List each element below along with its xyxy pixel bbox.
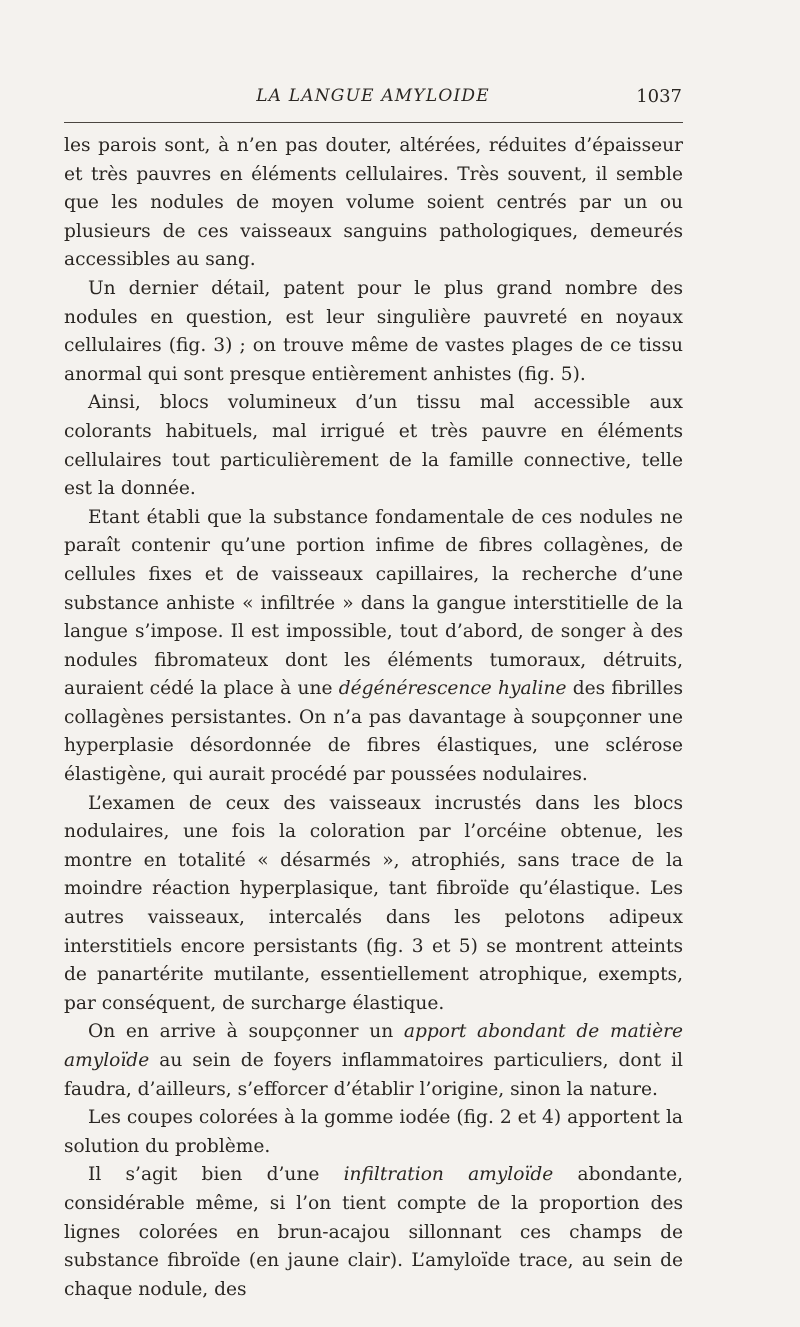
text-span: des fibrilles collagènes persistantes. On n’a pas davantage à soupçonner une hyperplasie désordonnée de fibres élastiques, une sclérose élastigène, qui aurait procédé par poussées nodulaires. [64, 678, 683, 786]
text-span: abondante, considérable même, si l’on tient compte de la proportion des lignes colorées en brun-acajou sillonnant ces champs de substance fibroïde (en jaune clair). L’amyloïde trace, au sein de chaque nodule, des [64, 1164, 684, 1300]
paragraph [64, 132, 683, 275]
page-header [64, 86, 682, 110]
text-span: L’examen de ceux des vaisseaux incrustés dans les blocs nodulaires, une fois la coloration par l’orcéine obtenue, les montre en totalité « désarmés », atrophiés, sans trace de la moindre réaction hyperplasique, tant fibroïde qu’élastique. Les autres vaisseaux, intercalés dans les pelotons adipeux interstitiels encore persistants (fig. 3 et 5) se montrent atteints de panartérite mutilante, essentiellement atrophique, exempts, par conséquent, de surcharge élastique. [64, 792, 683, 1014]
text-span: Il s’agit bien d’une [88, 1164, 344, 1186]
paragraph [64, 504, 683, 790]
text-span: Les coupes colorées à la gomme iodée (fig. 2 et 4) apportent la solution du problème. [64, 1107, 683, 1157]
text-span: Etant établi que la substance fondamentale de ces nodules ne paraît contenir qu’une portion infime de fibres collagènes, de cellules fixes et de vaisseaux capillaires, la recherche d’une substance anhiste « infiltrée » dans la gangue interstitielle de la langue s’impose. Il est impossible, tout d’abord, de songer à des nodules fibromateux dont les éléments tumoraux, détruits, auraient cédé la place à une [64, 506, 683, 700]
page-number: 1037 [636, 86, 682, 107]
paragraph [64, 1018, 683, 1104]
text-span: au sein de foyers inflammatoires particuliers, dont il faudra, d’ailleurs, s’efforcer d’établir l’origine, sinon la nature. [64, 1050, 683, 1100]
body-text [64, 132, 683, 1304]
text-span: On en arrive à soupçonner un [88, 1021, 404, 1043]
paragraph [64, 1104, 683, 1161]
running-title: LA LANGUE AMYLOIDE [256, 86, 490, 106]
text-span: Ainsi, blocs volumineux d’un tissu mal accessible aux colorants habituels, mal irrigué et très pauvre en éléments cellulaires tout particulièrement de la famille connective, telle est la donnée. [64, 392, 683, 500]
italic-term: apport abondant de matière amyloïde [64, 1021, 683, 1071]
paragraph [64, 1161, 683, 1304]
text-span: les parois sont, à n’en pas douter, altérées, réduites d’épaisseur et très pauvres en éléments cellulaires. Très souvent, il semble que les nodules de moyen volume soient centrés par un ou plusieurs de ces vaisseaux sanguins pathologiques, demeurés accessibles au sang. [64, 135, 683, 271]
italic-term: dégénérescence hyaline [338, 678, 567, 700]
header-rule [64, 122, 683, 123]
paragraph [64, 790, 683, 1019]
paragraph [64, 389, 683, 503]
paragraph [64, 275, 683, 389]
text-span: Un dernier détail, patent pour le plus grand nombre des nodules en question, est leur singulière pauvreté en noyaux cellulaires (fig. 3) ; on trouve même de vastes plages de ce tissu anormal qui sont presque entièrement anhistes (fig. 5). [64, 277, 683, 385]
italic-term: infiltration amyloïde [343, 1164, 554, 1186]
